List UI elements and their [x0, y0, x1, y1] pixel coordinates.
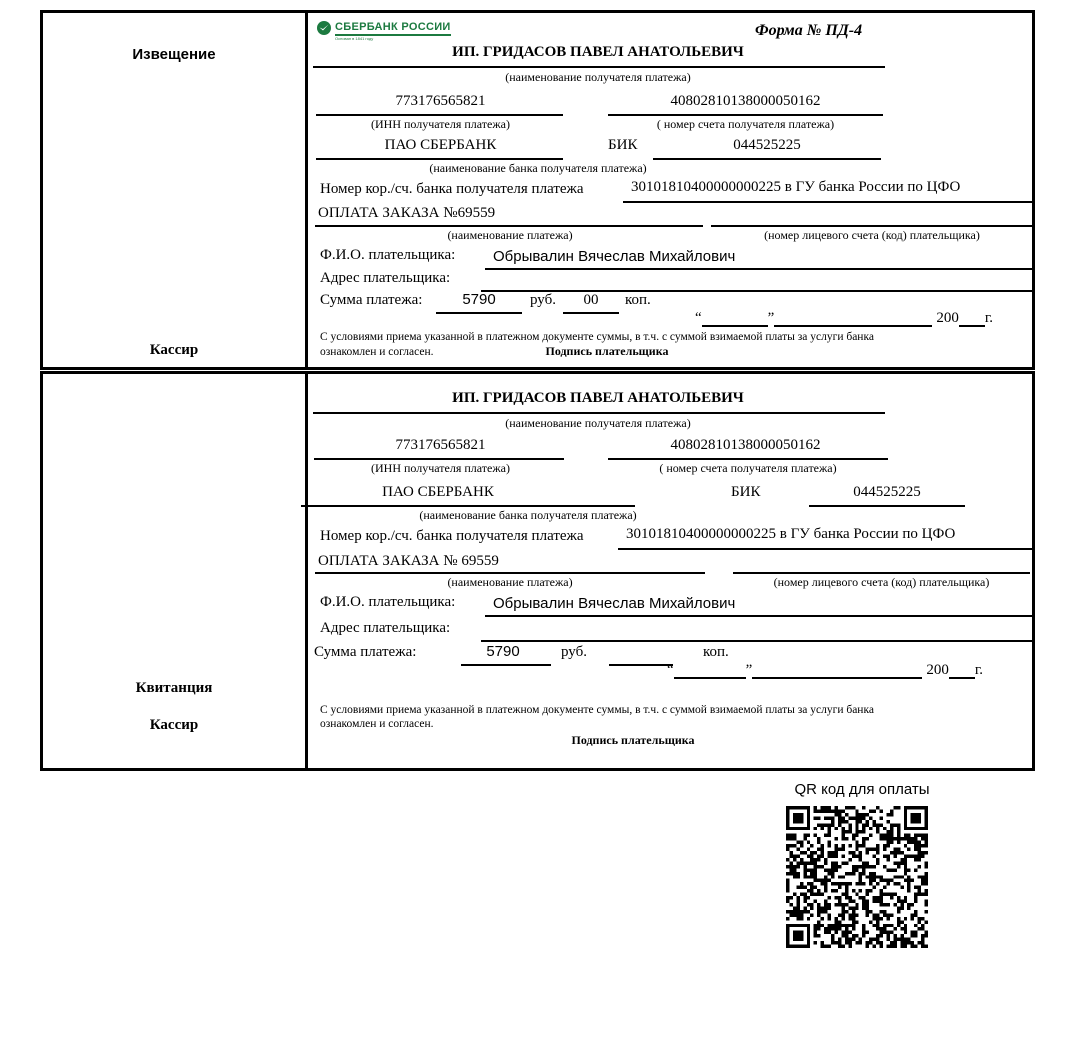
rub-label: руб. [530, 292, 556, 308]
receipt-section [40, 371, 1035, 771]
qr-code [786, 806, 928, 948]
agreement-line2: ознакомлен и согласен. [320, 345, 434, 358]
recipient-name: ИП. ГРИДАСОВ ПАВЕЛ АНАТОЛЬЕВИЧ [452, 390, 744, 406]
bik-underline [653, 158, 881, 160]
corr-account-label: Номер кор./сч. банка получателя платежа [320, 181, 584, 197]
payment-purpose-value: ОПЛАТА ЗАКАЗА № 69559 [318, 553, 499, 569]
quote-open: “ [695, 310, 702, 326]
corr-underline [618, 548, 1033, 550]
bank-underline [316, 158, 563, 160]
bank-caption: (наименование банка получателя платежа) [429, 161, 647, 175]
personal-account-underline [711, 225, 1033, 227]
bank-caption: (наименование банка получателя платежа) [419, 508, 637, 522]
corr-account-label: Номер кор./сч. банка получателя платежа [320, 528, 584, 544]
sum-label: Сумма платежа: [320, 292, 423, 308]
receipt-side-title: Квитанция [135, 680, 213, 696]
date-day-blank [702, 310, 768, 327]
purpose-underline [315, 572, 705, 574]
sberbank-logo-tagline: Основан в 1841 году [335, 36, 374, 41]
agreement-text [320, 331, 980, 359]
payer-name-value: Обрывалин Вячеслав Михайлович [493, 595, 736, 612]
payer-name-underline [485, 615, 1033, 617]
receipt-cashier-label: Кассир [149, 717, 199, 733]
inn-value: 773176565821 [395, 437, 486, 453]
quote-open: “ [667, 662, 674, 678]
form-number-label: Форма № ПД-4 [755, 22, 863, 39]
agreement-text [320, 704, 980, 731]
account-underline [608, 114, 883, 116]
payer-address-label: Адрес плательщика: [320, 270, 451, 286]
recipient-underline [313, 412, 885, 414]
signature-label: Подпись плательщика [571, 733, 695, 747]
notice-side-column [43, 13, 308, 367]
quote-close: ” [767, 310, 775, 326]
date-year-blank [949, 662, 975, 679]
payer-address-underline [481, 290, 1033, 292]
sum-rub-value: 5790 [462, 291, 496, 308]
sberbank-logo-icon [317, 21, 331, 40]
account-value: 40802810138000050162 [670, 93, 821, 109]
bank-name-value: ПАО СБЕРБАНК [382, 484, 494, 500]
inn-underline [314, 458, 564, 460]
date-month-blank [752, 662, 922, 679]
notice-cashier-label: Кассир [149, 342, 199, 358]
date-day-blank [674, 662, 746, 679]
sum-kop-underline [563, 312, 619, 314]
signature-label: Подпись плательщика [545, 343, 669, 358]
account-value: 40802810138000050162 [670, 437, 821, 453]
bank-name-value: ПАО СБЕРБАНК [384, 137, 497, 153]
sum-kop-value: 00 [583, 292, 599, 308]
payer-name-value: Обрывалин Вячеслав Михайлович [493, 248, 736, 265]
kop-label: коп. [625, 292, 651, 308]
agreement-line1: С условиями приема указанной в платежном документе суммы, в т.ч. с суммой взимаемой платы за услуги банка [320, 331, 874, 343]
date-line [667, 662, 983, 679]
purpose-caption: (наименование платежа) [447, 575, 573, 589]
notice-section [40, 10, 1035, 370]
recipient-name: ИП. ГРИДАСОВ ПАВЕЛ АНАТОЛЬЕВИЧ [452, 44, 744, 60]
payer-name-label: Ф.И.О. плательщика: [320, 247, 456, 263]
notice-side-title: Извещение [132, 46, 216, 63]
payment-purpose-value: ОПЛАТА ЗАКАЗА №69559 [318, 205, 496, 221]
bik-label: БИК [731, 484, 761, 500]
bik-label: БИК [608, 137, 638, 153]
inn-value: 773176565821 [395, 93, 486, 109]
corr-account-value: 30101810400000000225 в ГУ банка России по ЦФО [631, 179, 961, 195]
bank-underline [301, 505, 635, 507]
year-prefix: 200 [926, 662, 949, 678]
sum-kop-underline [609, 664, 673, 666]
year-suffix: г. [974, 662, 984, 678]
corr-underline [623, 201, 1033, 203]
payer-name-underline [485, 268, 1033, 270]
corr-account-value: 30101810400000000225 в ГУ банка России по ЦФО [626, 526, 956, 542]
bik-underline [809, 505, 965, 507]
payer-name-label: Ф.И.О. плательщика: [320, 594, 456, 610]
account-caption: ( номер счета получателя платежа) [656, 117, 835, 131]
payer-address-label: Адрес плательщика: [320, 620, 451, 636]
bik-value: 044525225 [853, 484, 921, 500]
bik-value: 044525225 [733, 137, 801, 153]
personal-account-underline [733, 572, 1030, 574]
receipt-side-column [43, 374, 308, 768]
sberbank-logo [317, 21, 451, 41]
qr-title: QR код для оплаты [794, 781, 930, 798]
recipient-underline [313, 66, 885, 68]
date-year-blank [959, 310, 985, 327]
quote-close: ” [745, 662, 753, 678]
sum-rub-underline [461, 664, 551, 666]
inn-caption: (ИНН получателя платежа) [371, 117, 510, 131]
rub-label: руб. [561, 644, 587, 660]
inn-underline [316, 114, 563, 116]
sum-rub-value: 5790 [486, 643, 520, 660]
account-underline [608, 458, 888, 460]
year-suffix: г. [984, 310, 994, 326]
account-caption: ( номер счета получателя платежа) [659, 461, 837, 475]
sberbank-logo-text: СБЕРБАНК РОССИИ [335, 21, 451, 36]
purpose-underline [315, 225, 703, 227]
sum-label: Сумма платежа: [314, 644, 417, 660]
personal-account-caption: (номер лицевого счета (код) плательщика) [764, 228, 980, 242]
agreement-line2: ознакомлен и согласен. [320, 717, 434, 730]
year-prefix: 200 [936, 310, 959, 326]
date-line [695, 310, 993, 327]
sum-rub-underline [436, 312, 522, 314]
recipient-caption: (наименование получателя платежа) [505, 416, 691, 430]
recipient-caption: (наименование получателя платежа) [505, 70, 691, 84]
agreement-line1: С условиями приема указанной в платежном документе суммы, в т.ч. с суммой взимаемой платы за услуги банка [320, 704, 874, 716]
purpose-caption: (наименование платежа) [447, 228, 573, 242]
personal-account-caption: (номер лицевого счета (код) плательщика) [773, 575, 990, 589]
inn-caption: (ИНН получателя платежа) [371, 461, 510, 475]
kop-label: коп. [703, 644, 729, 660]
payer-address-underline [481, 640, 1033, 642]
date-month-blank [774, 310, 932, 327]
